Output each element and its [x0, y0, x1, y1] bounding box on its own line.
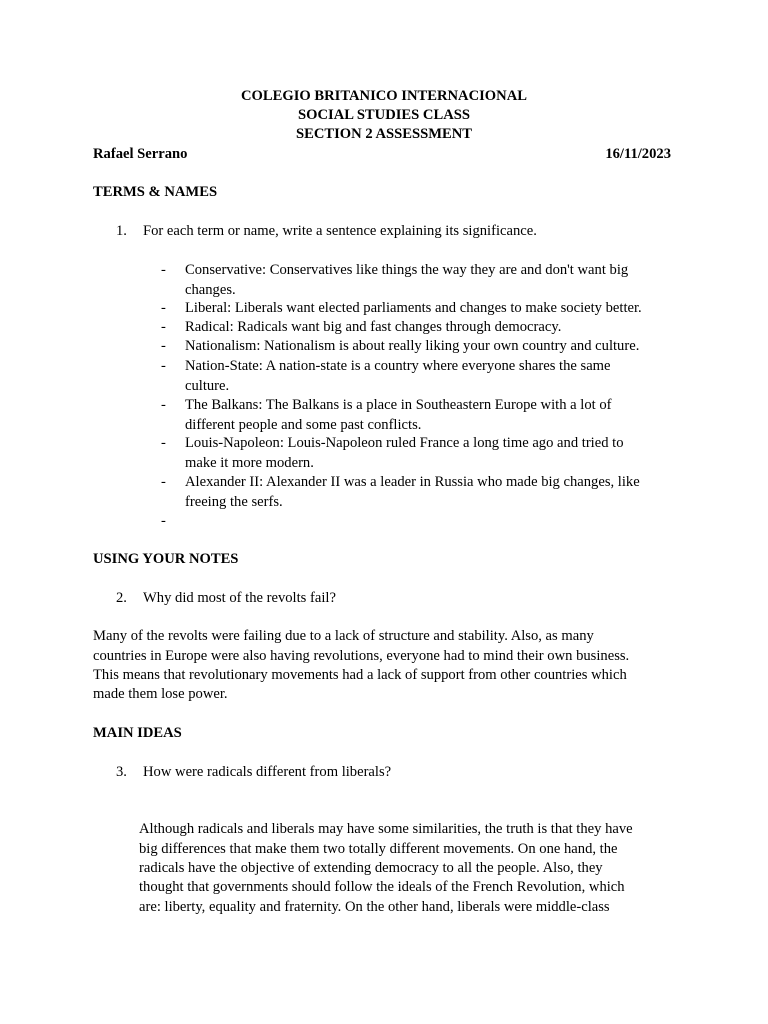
bullet-marker-empty: -	[161, 513, 166, 529]
answer-line: big differences that make them two totally different movements. On one hand, the	[139, 841, 618, 857]
student-name: Rafael Serrano	[93, 146, 188, 162]
list-item	[185, 261, 685, 300]
assessment-date: 16/11/2023	[605, 146, 671, 162]
question-3-number: 3.	[116, 764, 127, 780]
question-2-text: Why did most of the revolts fail?	[143, 590, 336, 606]
list-item-line: Alexander II: Alexander II was a leader in Russia who made big changes, like	[185, 474, 640, 490]
answer-line: radicals have the objective of extending democracy to all the people. Also, they	[139, 860, 603, 876]
list-item-line: changes.	[185, 281, 236, 298]
list-item	[185, 396, 685, 435]
bullet-marker: -	[161, 474, 166, 490]
list-item	[185, 299, 685, 319]
list-item-line: Louis-Napoleon: Louis-Napoleon ruled France a long time ago and tried to	[185, 435, 624, 451]
answer-line: Although radicals and liberals may have some similarities, the truth is that they have	[139, 821, 633, 837]
question-3-text: How were radicals different from liberals?	[143, 764, 392, 780]
bullet-marker: -	[161, 397, 166, 413]
list-item-line: make it more modern.	[185, 454, 314, 471]
answer-line: Many of the revolts were failing due to a lack of structure and stability. Also, as many	[93, 628, 594, 644]
answer-line: thought that governments should follow the ideals of the French Revolution, which	[139, 879, 625, 895]
bullet-marker: -	[161, 319, 166, 335]
main-ideas-heading: MAIN IDEAS	[93, 725, 182, 741]
list-item-line: freeing the serfs.	[185, 493, 283, 510]
question-1-number: 1.	[116, 223, 127, 239]
list-item	[185, 434, 685, 473]
answer-line: countries in Europe were also having revolutions, everyone had to mind their own business.	[93, 648, 630, 664]
list-item-line: Nationalism: Nationalism is about really liking your own country and culture.	[185, 338, 640, 354]
list-item	[185, 318, 685, 338]
question-1-text: For each term or name, write a sentence explaining its significance.	[143, 223, 537, 239]
list-item-line: Nation-State: A nation-state is a country where everyone shares the same	[185, 358, 611, 374]
list-item-line: different people and some past conflicts.	[185, 416, 422, 433]
list-item	[185, 357, 685, 396]
bullet-marker: -	[161, 300, 166, 316]
list-item	[185, 337, 685, 357]
class-name: SOCIAL STUDIES CLASS	[298, 107, 470, 123]
terms-heading: TERMS & NAMES	[93, 184, 218, 200]
bullet-marker: -	[161, 262, 166, 278]
list-item	[185, 473, 685, 512]
question-2-number: 2.	[116, 590, 127, 606]
assessment-title: SECTION 2 ASSESSMENT	[295, 126, 472, 142]
list-item-line: Radical: Radicals want big and fast changes through democracy.	[185, 319, 562, 335]
school-name: COLEGIO BRITANICO INTERNACIONAL	[241, 88, 527, 104]
bullet-marker: -	[161, 358, 166, 374]
answer-line: are: liberty, equality and fraternity. On the other hand, liberals were middle-class	[139, 899, 610, 915]
answer-line: This means that revolutionary movements had a lack of support from other countries which	[93, 667, 627, 683]
notes-heading: USING YOUR NOTES	[93, 551, 239, 567]
list-item-line: culture.	[185, 377, 230, 394]
list-item-line: The Balkans: The Balkans is a place in Southeastern Europe with a lot of	[185, 397, 612, 413]
bullet-marker: -	[161, 338, 166, 354]
list-item-line: Liberal: Liberals want elected parliaments and changes to make society better.	[185, 300, 642, 316]
bullet-marker: -	[161, 435, 166, 451]
list-item-line: Conservative: Conservatives like things the way they are and don't want big	[185, 262, 629, 278]
answer-line: made them lose power.	[93, 686, 228, 702]
